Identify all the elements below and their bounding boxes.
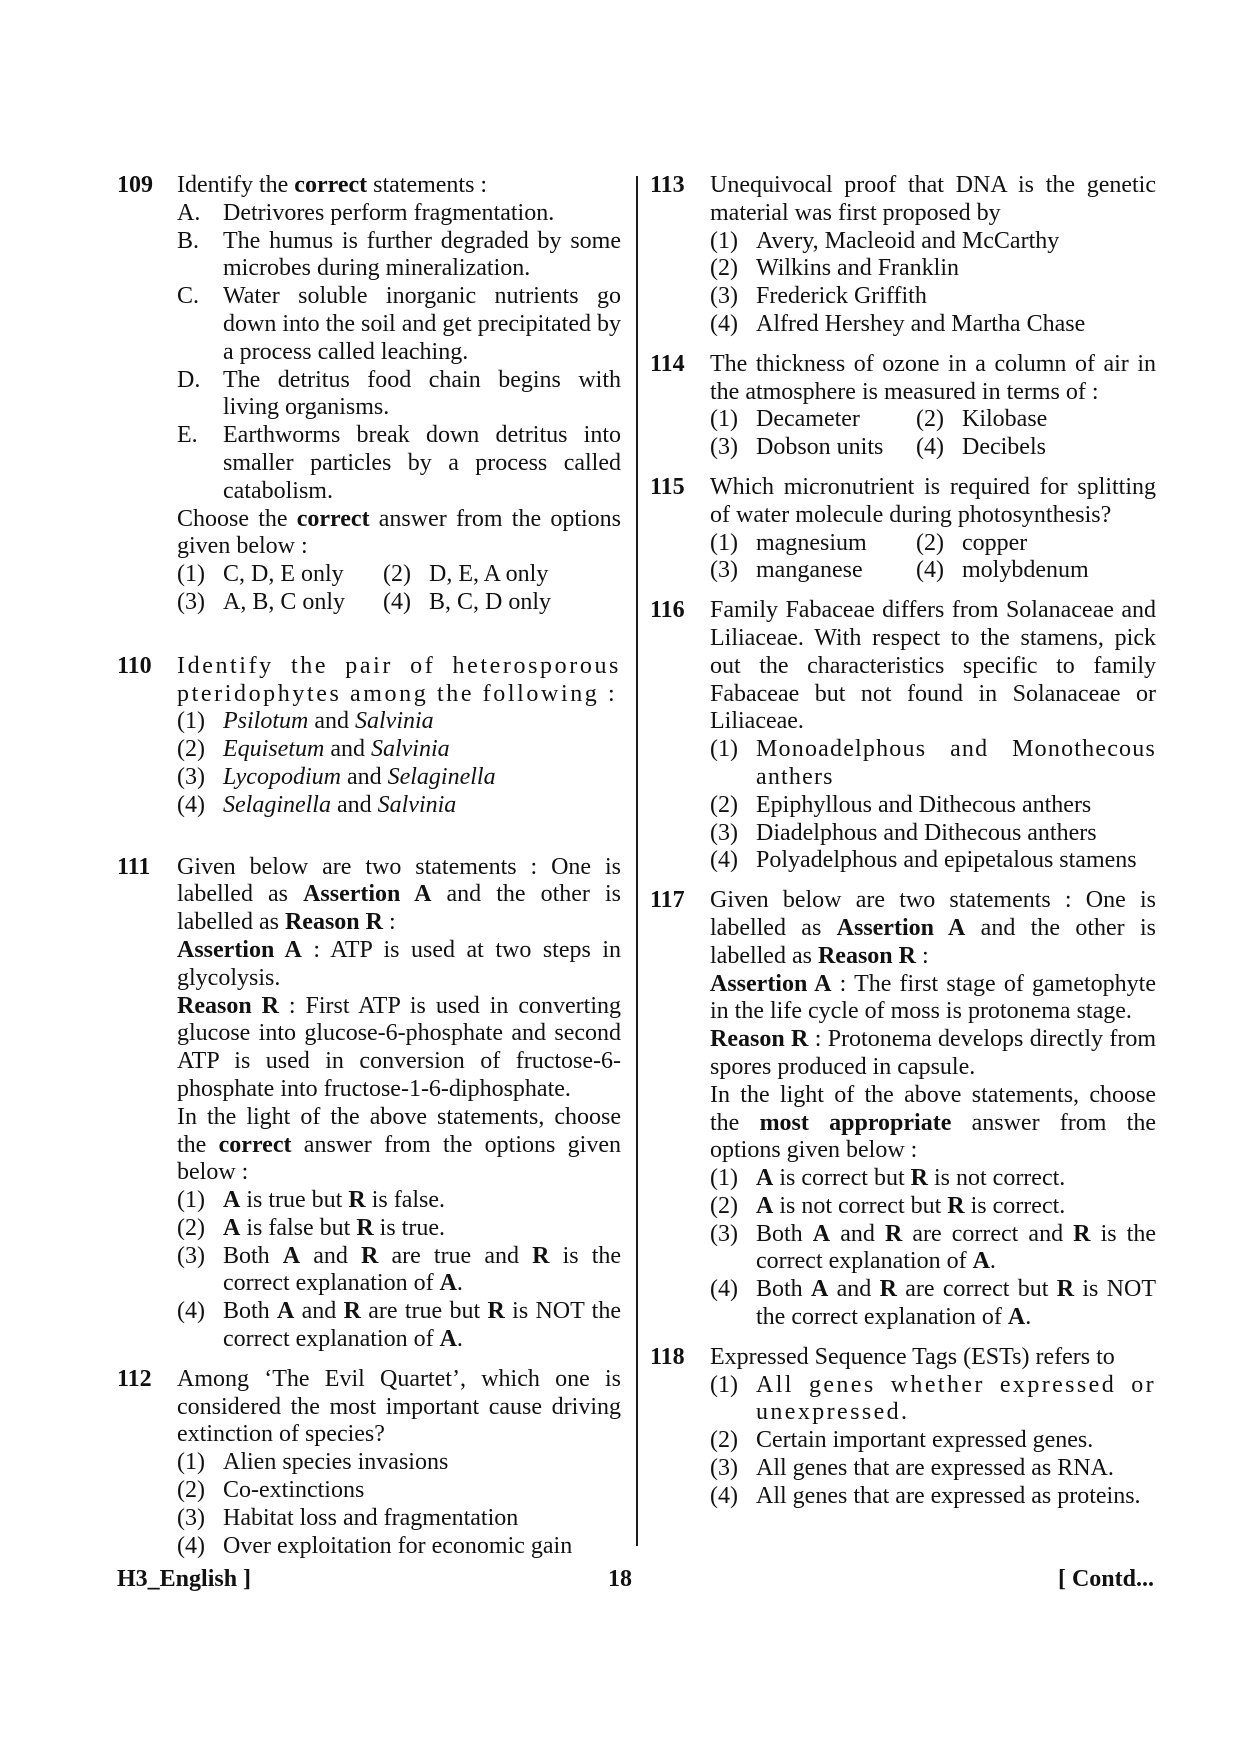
question-stem: Expressed Sequence Tags (ESTs) refers to xyxy=(710,1343,1115,1370)
option-4: (4) molybdenum xyxy=(916,557,1089,584)
option-2: (2) A is not correct but R is correct. xyxy=(710,1192,1066,1219)
option-4: (4) Decibels xyxy=(916,434,1046,461)
question-number: 115 xyxy=(650,473,685,500)
question-number: 110 xyxy=(117,652,152,679)
choose-instruction: In the light of the above statements, choose the most appropriate answer from the options given below : xyxy=(710,1081,1156,1164)
question-109 xyxy=(117,172,621,617)
option-3: (3) A, B, C only xyxy=(177,588,346,615)
option-4: (4) Selaginella and Salvinia xyxy=(177,791,457,818)
options-grid xyxy=(177,561,621,617)
option-3: (3) Dobson units xyxy=(710,434,884,461)
option-2: (2) A is false but R is true. xyxy=(177,1214,445,1241)
option-2: (2) Epiphyllous and Dithecous anthers xyxy=(710,791,1092,818)
options-grid xyxy=(710,530,1156,586)
option-1: (1) magnesium xyxy=(710,529,867,556)
option-1: (1) Psilotum and Salvinia xyxy=(177,708,434,735)
option-2: (2) D, E, A only xyxy=(383,561,549,588)
option-2: (2) Equisetum and Salvinia xyxy=(177,736,450,763)
question-115 xyxy=(650,474,1156,585)
option-1: (1) C, D, E only xyxy=(177,561,344,588)
option-4: (4) B, C, D only xyxy=(383,588,552,615)
question-114 xyxy=(650,351,1156,462)
assertion: Assertion A : ATP is used at two steps in glycolysis. xyxy=(177,936,621,991)
statement-d: D. The detritus food chain begins with living organisms. xyxy=(177,366,621,421)
question-110 xyxy=(117,653,621,820)
option-1: (1) All genes whether expressed or unexpressed. xyxy=(710,1371,1156,1426)
option-1: (1) Monoadelphous and Monothecous anthers xyxy=(710,736,1156,790)
option-3: (3) Both A and R are true and R is the correct explanation of A. xyxy=(177,1242,622,1297)
question-stem: Identify the correct statements : xyxy=(177,172,488,198)
statement-a: A. Detrivores perform fragmentation. xyxy=(177,199,555,226)
question-number: 109 xyxy=(117,172,153,198)
option-2: (2) Certain important expressed genes. xyxy=(710,1427,1094,1454)
option-4: (4) Over exploitation for economic gain xyxy=(177,1532,573,1559)
option-2: (2) Kilobase xyxy=(916,406,1048,433)
option-1: (1) Avery, Macleoid and McCarthy xyxy=(710,227,1060,254)
choose-instruction: In the light of the above statements, choose the correct answer from the options given below : xyxy=(177,1103,621,1186)
question-stem: Family Fabaceae differs from Solanaceae and Liliaceae. With respect to the stamens, pick out the characteristics specific to family Fabaceae but not found in Solanaceae or Liliaceae. xyxy=(710,597,1156,735)
footer-continued: [ Contd... xyxy=(1057,1566,1154,1592)
question-number: 112 xyxy=(117,1365,152,1392)
question-number: 113 xyxy=(650,172,685,198)
option-2: (2) Co-extinctions xyxy=(177,1477,365,1504)
option-3: (3) Habitat loss and fragmentation xyxy=(177,1504,519,1531)
question-number: 116 xyxy=(650,597,685,624)
option-2: (2) copper xyxy=(916,529,1028,556)
question-stem: The thickness of ozone in a column of air in the atmosphere is measured in terms of : xyxy=(710,350,1156,405)
option-2: (2) Wilkins and Franklin xyxy=(710,255,960,282)
question-stem: Identify the pair of heterosporous pteridophytes among the following : xyxy=(177,652,621,707)
option-3: (3) Diadelphous and Dithecous anthers xyxy=(710,819,1097,846)
option-3: (3) Both A and R are correct and R is the correct explanation of A. xyxy=(710,1220,1157,1275)
left-column xyxy=(117,172,621,1560)
question-stem: Unequivocal proof that DNA is the genetic material was first proposed by xyxy=(710,172,1156,226)
option-4: (4) Alfred Hershey and Martha Chase xyxy=(710,310,1086,337)
question-intro: Given below are two statements : One is labelled as Assertion A and the other is labelled as Reason R : xyxy=(177,853,621,936)
option-3: (3) Lycopodium and Selaginella xyxy=(177,763,496,790)
right-column xyxy=(650,172,1156,1511)
assertion: Assertion A : The first stage of gametophyte in the life cycle of moss is protonema stage. xyxy=(710,970,1156,1025)
column-divider xyxy=(636,176,638,1546)
page-number: 18 xyxy=(608,1566,632,1592)
footer-paper-code: H3_English ] xyxy=(117,1566,252,1592)
statement-b: B. The humus is further degraded by some microbes during mineralization. xyxy=(177,227,621,282)
option-1: (1) Decameter xyxy=(710,406,860,433)
question-number: 118 xyxy=(650,1343,685,1370)
question-112 xyxy=(117,1366,621,1561)
question-111 xyxy=(117,854,621,1354)
option-3: (3) manganese xyxy=(710,557,863,584)
question-113 xyxy=(650,172,1156,339)
reason: Reason R : Protonema develops directly from spores produced in capsule. xyxy=(710,1026,1156,1080)
question-stem: Which micronutrient is required for splitting of water molecule during photosynthesis? xyxy=(710,473,1156,528)
question-number: 111 xyxy=(117,853,151,880)
question-intro: Given below are two statements : One is labelled as Assertion A and the other is labelled as Reason R : xyxy=(710,887,1156,969)
option-1: (1) A is true but R is false. xyxy=(177,1187,445,1214)
options-grid xyxy=(710,406,1156,462)
option-1: (1) Alien species invasions xyxy=(177,1449,449,1476)
question-118 xyxy=(650,1344,1156,1511)
reason: Reason R : First ATP is used in converting glucose into glucose-6-phosphate and second ATP is used in conversion of fructose-6-phosphate into fructose-1-6-diphosphate. xyxy=(177,992,621,1102)
option-1: (1) A is correct but R is not correct. xyxy=(710,1165,1066,1192)
option-3: (3) Frederick Griffith xyxy=(710,283,927,310)
question-number: 117 xyxy=(650,887,685,914)
option-4: (4) Polyadelphous and epipetalous stamens xyxy=(710,847,1137,874)
question-stem: Among ‘The Evil Quartet’, which one is considered the most important cause driving extinction of species? xyxy=(177,1365,621,1448)
question-117 xyxy=(650,887,1156,1332)
option-4: (4) All genes that are expressed as proteins. xyxy=(710,1482,1141,1509)
choose-instruction: Choose the correct answer from the options given below : xyxy=(177,505,621,560)
option-3: (3) All genes that are expressed as RNA. xyxy=(710,1455,1114,1482)
statement-e: E. Earthworms break down detritus into smaller particles by a process called catabolism. xyxy=(177,422,621,504)
statement-c: C. Water soluble inorganic nutrients go down into the soil and get precipitated by a process called leaching. xyxy=(177,283,621,365)
option-4: (4) Both A and R are true but R is NOT the correct explanation of A. xyxy=(177,1298,621,1353)
option-4: (4) Both A and R are correct but R is NOT the correct explanation of A. xyxy=(710,1276,1156,1331)
question-number: 114 xyxy=(650,350,685,377)
question-116 xyxy=(650,597,1156,875)
